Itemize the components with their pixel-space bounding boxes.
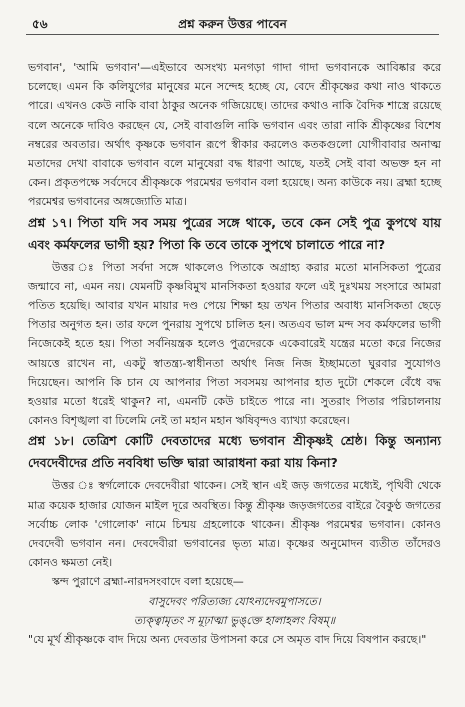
question-17: প্রশ্ন ১৭। পিতা যদি সব সময় পুত্রের সঙ্গে থাকে, তবে কেন সেই পুত্র কুপথে যায় এবং কর্মফলের ভাগী হয়? পিতা কি তবে তাকে সুপথে চালাতে পারে না? <box>28 214 441 252</box>
verse-line-2: ত্যক্ত্বামৃতং স মূঢ়াত্মা ভুঙ্‌ক্তে হালাহলং বিষম্॥ <box>133 613 336 627</box>
running-title: প্রশ্ন করুন উত্তর পাবেন <box>178 17 287 31</box>
verse-line-1: বাসুদেবং পরিত্যজ্য যোঽন্যদেবমুপাসতে। <box>148 594 321 608</box>
answer-17: উত্তর ঃ পিতা সর্বদা সঙ্গে থাকলেও পিতাকে অগ্রাহ্য করার মতো মানসিকতা পুত্রের জন্মাবে না, এমন নয়। যেমনটি কৃষ্ণবিমুখ মানসিকতা হওয়ার ফলে এই দুঃখময় সংসারে আমরা পতিত হয়েছি। আবার যখন মায়ার দণ্ড পেয়ে শিক্ষা হয় তখন পিতার অবাধ্য মানসিকতা ছেড়ে পিতার অনুগত হন। তার ফলে পুনরায় সুপথে চালিত হন। অতএব ভাল মন্দ সব কর্মফলের ভাগী নিজেকেই হতে হয়। পিতা সর্বনিয়ন্ত্রক হলেও পুত্রদেরকে একেবারেই যন্ত্রের মতো করে নিজের আয়ত্তে রাখেন না, একটু স্বাতন্ত্র্য-স্বাধীনতা অর্থাৎ নিজ নিজ ইচ্ছামতো ঘুরবার সুযোগও দিয়েছেন। আপনি কি চান যে আপনার পিতা সবসময় আপনার হাত দুটো শেকলে বেঁধে বদ্ধ হওয়ার মতো ধরেই থাকুন? না, এমনটি কেউ চাইতে পারে না। সুতরাং পিতার পরিচালনায় কোনও বিশৃঙ্খলা বা ঢিলেমি নেই তা মহান মহান ঋষিবৃন্দও ব্যাখ্যা করেছেন। <box>28 260 441 428</box>
header-divider <box>26 34 439 35</box>
answer-18: উত্তর ঃ স্বর্গলোকে দেবদেবীরা থাকেন। সেই স্থান এই জড় জগতের মধ্যেই, পৃথিবী থেকে মাত্র কয়েক হাজার যোজন মাইল দূরে অবস্থিত। কিন্তু শ্রীকৃষ্ণ জড়জগতের বাইরে বৈকুণ্ঠ জগতের সর্বোচ্চ লোক 'গোলোক' নামে চিন্ময় গ্রহলোকে থাকেন। শ্রীকৃষ্ণ পরমেশ্বর ভগবান। কোনও দেবদেবী ভগবান নন। দেবদেবীরা ভগবানের ভৃত্য মাত্র। কৃষ্ণের অনুমোদন ব্যতীত তাঁদেরও কোনও ক্ষমতা নেই। <box>28 479 441 570</box>
verse-translation: "যে মূর্খ শ্রীকৃষ্ণকে বাদ দিয়ে অন্য দেবতার উপাসনা করে সে অমৃত বাদ দিয়ে বিষপান করছে।" <box>28 633 427 647</box>
paragraph-intro: ভগবান', 'আমি ভগবান'—এইভাবে অসংখ্য মনগড়া গাদা গাদা ভগবানকে আবিষ্কার করে চলেছে। এমন কি কলিযুগের মানুষের মনে সন্দেহ হচ্ছে যে, বেদে শ্রীকৃষ্ণের কথা নাও থাকতে পারে। এখনও কেউ নাকি বাবা ঠাকুর অনেক গজিয়েছে। তাদের কথাও নাকি বৈদিক শাস্ত্রে রয়েছে বলে অনেকে দাবিও করছেন যে, সেই বাবাগুলি নাকি ভগবান এবং তারা নাকি শ্রীকৃষ্ণের বিশেষ নম্বরের অবতার। অর্থাৎ কৃষ্ণকে ভগবান রূপে স্বীকার করলেও কতকগুলো যোগীবাবার অনাত্ম মতাদের দেখা বাবাকে ভগবান বলে মানুষেরা বদ্ধ ধারণা আছে, যতই সেই বাবা অভক্ত হন না কেন। প্রকৃতপক্ষে সর্বদেবে শ্রীকৃষ্ণকে পরমেশ্বর ভগবান বলা হয়েছে। অন্য কাউকে নয়। ব্রহ্মা হচ্ছে পরমেশ্বর ভগবানের অঙ্গজ্যোতি মাত্র। <box>28 61 441 209</box>
page-header <box>26 10 439 36</box>
question-18: প্রশ্ন ১৮। তেত্রিশ কোটি দেবতাদের মধ্যে ভগবান শ্রীকৃষ্ণই শ্রেষ্ঠ। কিন্তু অন্যান্য দেবদেবীদের প্রতি নববিধা ভক্তি দ্বারা আরাধনা করা যায় কিনা? <box>28 433 441 471</box>
page-body <box>28 58 441 649</box>
page-number: ৫৬ <box>32 17 48 31</box>
scripture-intro: স্কন্দ পুরাণে ব্রহ্মা-নারদসংবাদে বলা হয়েছে— <box>52 575 244 589</box>
